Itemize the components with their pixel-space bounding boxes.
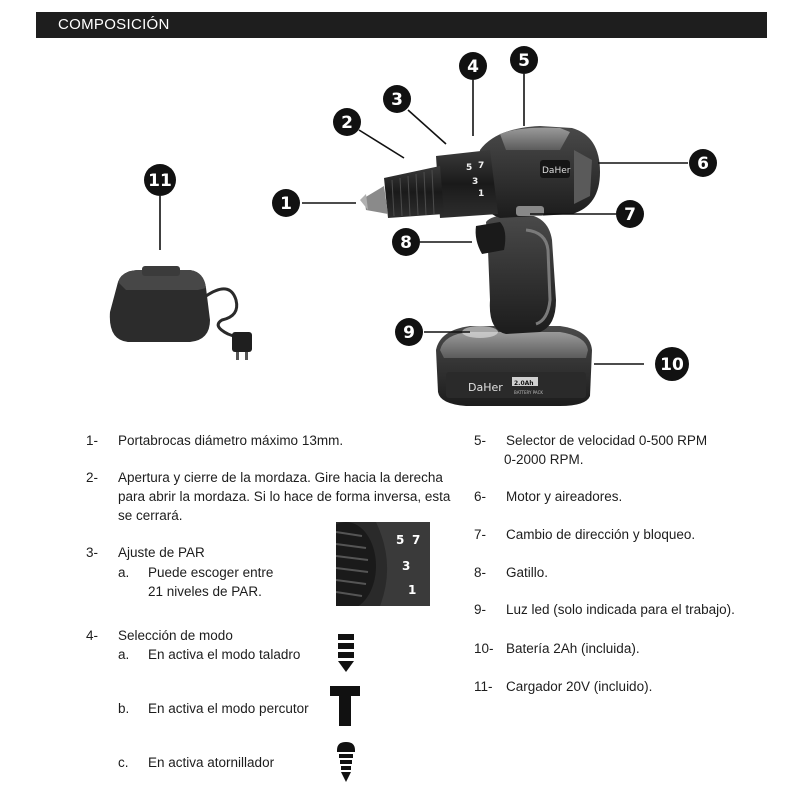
selector-digit-5: 5 (466, 163, 473, 173)
svg-text:7: 7 (624, 205, 636, 225)
svg-text:6: 6 (697, 154, 709, 174)
selector-digit-1: 1 (478, 189, 485, 199)
svg-text:5: 5 (518, 51, 530, 71)
battery-brand-text: DaHer (468, 381, 503, 394)
battery-capacity-text: 2.0Ah (514, 380, 534, 387)
thumb-digit-3: 3 (402, 559, 411, 573)
selector-digit-7: 7 (478, 161, 485, 171)
svg-text:9: 9 (403, 323, 415, 343)
selector-digit-3: 3 (472, 177, 479, 187)
battery-pack-text: BATTERY PACK (514, 390, 543, 395)
svg-text:3: 3 (391, 90, 403, 110)
svg-text:1: 1 (280, 194, 292, 214)
sub-item-letter: a. (118, 565, 130, 580)
section-title: COMPOSICIÓN (58, 16, 170, 33)
thumb-digit-5: 5 (396, 533, 405, 547)
thumb-digit-7: 7 (412, 533, 421, 547)
left-component-list: 1- Portabrocas diámetro máximo 13mm. 2- Apertura y cierre de la mordaza. Gire hacia la derecha para abrir la mordaza. Si lo hace de forma inversa, esta se cerrará. 3- Ajuste de PAR a. Puede escoger entre 21 niveles de PAR. 4- Selección de modo a. En activa el modo taladro b. En activa el modo percutor c. En activa atornillador (86, 433, 451, 770)
svg-text:10: 10 (660, 355, 684, 375)
right-component-list: 5- Selector de velocidad 0-500 RPM 0-2000 RPM. 6- Motor y aireadores. 7- Cambio de dirección y bloqueo. 8- Gatillo. 9- Luz led (solo indicada para el trabajo). 10- Batería 2Ah (incluida). 11- Cargador 20V (incluido). (474, 433, 735, 694)
sub-item-letter: a. (118, 647, 130, 662)
sub-item-letter: c. (118, 755, 129, 770)
thumb-digit-1: 1 (408, 583, 417, 597)
svg-text:11: 11 (148, 171, 172, 191)
svg-text:8: 8 (400, 233, 412, 253)
drill-brand-text: DaHer (542, 166, 571, 176)
svg-text:4: 4 (467, 57, 479, 77)
sub-item-letter: b. (118, 701, 130, 716)
svg-text:2: 2 (341, 113, 353, 133)
